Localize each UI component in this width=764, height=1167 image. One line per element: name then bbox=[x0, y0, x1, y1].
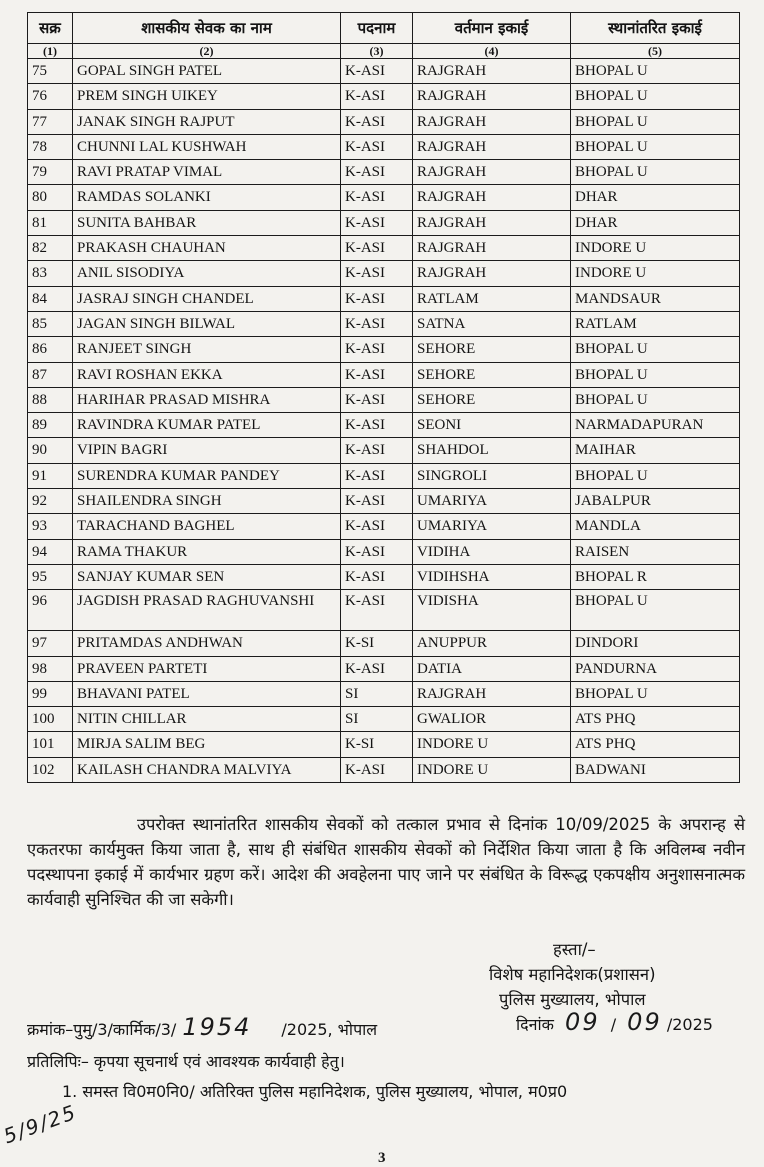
header-transferred-unit: स्थानांतरित इकाई bbox=[571, 13, 740, 44]
table-row bbox=[28, 539, 740, 564]
name-cell: RAVI ROSHAN EKKA bbox=[73, 362, 341, 387]
header-designation: पदनाम bbox=[341, 13, 413, 44]
name-cell: PRAVEEN PARTETI bbox=[73, 656, 341, 681]
designation-cell: K-ASI bbox=[341, 514, 413, 539]
table-row bbox=[28, 160, 740, 185]
serial-cell: 88 bbox=[28, 387, 73, 412]
transfer-table bbox=[27, 12, 740, 783]
serial-cell: 78 bbox=[28, 134, 73, 159]
serial-cell: 102 bbox=[28, 757, 73, 782]
name-cell: JAGDISH PRASAD RAGHUVANSHI bbox=[73, 590, 341, 631]
serial-cell: 101 bbox=[28, 732, 73, 757]
col-number: (2) bbox=[73, 44, 341, 59]
table-row bbox=[28, 236, 740, 261]
designation-cell: K-SI bbox=[341, 732, 413, 757]
transferred-unit-cell: ATS PHQ bbox=[571, 707, 740, 732]
signatory-designation: विशेष महानिदेशक(प्रशासन) bbox=[489, 965, 656, 984]
serial-cell: 82 bbox=[28, 236, 73, 261]
table-row bbox=[28, 362, 740, 387]
header-current-unit: वर्तमान इकाई bbox=[413, 13, 571, 44]
transferred-unit-cell: BADWANI bbox=[571, 757, 740, 782]
designation-cell: K-ASI bbox=[341, 463, 413, 488]
current-unit-cell: RAJGRAH bbox=[413, 236, 571, 261]
table-row bbox=[28, 463, 740, 488]
name-cell: JANAK SINGH RAJPUT bbox=[73, 109, 341, 134]
current-unit-cell: GWALIOR bbox=[413, 707, 571, 732]
col-number: (5) bbox=[571, 44, 740, 59]
signature-mark: हस्ता/– bbox=[553, 940, 596, 959]
serial-cell: 83 bbox=[28, 261, 73, 286]
transferred-unit-cell: NARMADAPURAN bbox=[571, 413, 740, 438]
transferred-unit-cell: BHOPAL R bbox=[571, 564, 740, 589]
table-row bbox=[28, 656, 740, 681]
current-unit-cell: SEHORE bbox=[413, 362, 571, 387]
current-unit-cell: SEHORE bbox=[413, 337, 571, 362]
column-number-row bbox=[28, 44, 740, 59]
current-unit-cell: SEONI bbox=[413, 413, 571, 438]
name-cell: PRITAMDAS ANDHWAN bbox=[73, 631, 341, 656]
name-cell: JAGAN SINGH BILWAL bbox=[73, 311, 341, 336]
serial-cell: 77 bbox=[28, 109, 73, 134]
serial-cell: 95 bbox=[28, 564, 73, 589]
serial-cell: 86 bbox=[28, 337, 73, 362]
designation-cell: K-ASI bbox=[341, 236, 413, 261]
transferred-unit-cell: DINDORI bbox=[571, 631, 740, 656]
order-paragraph-text: उपरोक्त स्थानांतरित शासकीय सेवकों को तत्काल प्रभाव से दिनांक 10/09/2025 के अपरान्ह से एकतरफा कार्यमुक्त किया जाता है, साथ ही संबंधित शासकीय सेवकों को निर्देशित किया जाता है कि अविलम्ब नवीन पदस्थापना इकाई में कार्यभार ग्रहण करें। आदेश की अवहेलना पाए जाने पर संबंधित के विरूद्ध एकपक्षीय अनुशासनात्मक कार्यवाही सुनिश्चित की जा सकेगी। bbox=[27, 815, 745, 909]
margin-handwritten-note: 5/9/25 bbox=[0, 1099, 81, 1149]
transferred-unit-cell: BHOPAL U bbox=[571, 160, 740, 185]
transferred-unit-cell: INDORE U bbox=[571, 236, 740, 261]
table-row bbox=[28, 286, 740, 311]
transferred-unit-cell: PANDURNA bbox=[571, 656, 740, 681]
designation-cell: K-ASI bbox=[341, 261, 413, 286]
transferred-unit-cell: MAIHAR bbox=[571, 438, 740, 463]
designation-cell: K-ASI bbox=[341, 210, 413, 235]
order-date: दिनांक 09 / 09 /2025 bbox=[516, 1008, 713, 1036]
designation-cell: K-ASI bbox=[341, 286, 413, 311]
page-number: 3 bbox=[378, 1150, 386, 1166]
transferred-unit-cell: BHOPAL U bbox=[571, 463, 740, 488]
table-row bbox=[28, 514, 740, 539]
date-year: /2025 bbox=[666, 1015, 713, 1034]
table-row bbox=[28, 185, 740, 210]
table-row bbox=[28, 564, 740, 589]
signatory-office: पुलिस मुख्यालय, भोपाल bbox=[499, 990, 646, 1009]
current-unit-cell: UMARIYA bbox=[413, 489, 571, 514]
table-row bbox=[28, 311, 740, 336]
name-cell: SHAILENDRA SINGH bbox=[73, 489, 341, 514]
name-cell: SUNITA BAHBAR bbox=[73, 210, 341, 235]
current-unit-cell: RAJGRAH bbox=[413, 109, 571, 134]
serial-cell: 79 bbox=[28, 160, 73, 185]
serial-cell: 90 bbox=[28, 438, 73, 463]
table-row bbox=[28, 757, 740, 782]
transferred-unit-cell: BHOPAL U bbox=[571, 134, 740, 159]
transferred-unit-cell: BHOPAL U bbox=[571, 59, 740, 84]
col-number: (3) bbox=[341, 44, 413, 59]
table-row bbox=[28, 681, 740, 706]
table-row bbox=[28, 210, 740, 235]
name-cell: NITIN CHILLAR bbox=[73, 707, 341, 732]
designation-cell: K-ASI bbox=[341, 160, 413, 185]
designation-cell: K-ASI bbox=[341, 337, 413, 362]
table-row bbox=[28, 84, 740, 109]
current-unit-cell: INDORE U bbox=[413, 732, 571, 757]
designation-cell: K-ASI bbox=[341, 84, 413, 109]
current-unit-cell: RAJGRAH bbox=[413, 160, 571, 185]
current-unit-cell: INDORE U bbox=[413, 757, 571, 782]
name-cell: KAILASH CHANDRA MALVIYA bbox=[73, 757, 341, 782]
table-row bbox=[28, 413, 740, 438]
designation-cell: K-ASI bbox=[341, 185, 413, 210]
transferred-unit-cell: BHOPAL U bbox=[571, 387, 740, 412]
designation-cell: K-ASI bbox=[341, 438, 413, 463]
current-unit-cell: RAJGRAH bbox=[413, 134, 571, 159]
transferred-unit-cell: DHAR bbox=[571, 210, 740, 235]
table-row bbox=[28, 134, 740, 159]
name-cell: VIPIN BAGRI bbox=[73, 438, 341, 463]
table-row bbox=[28, 59, 740, 84]
designation-cell: SI bbox=[341, 681, 413, 706]
serial-cell: 96 bbox=[28, 590, 73, 631]
current-unit-cell: RAJGRAH bbox=[413, 185, 571, 210]
order-ref-prefix: क्रमांक–पुमु/3/कार्मिक/3/ bbox=[27, 1020, 177, 1039]
current-unit-cell: VIDIHA bbox=[413, 539, 571, 564]
transferred-unit-cell: BHOPAL U bbox=[571, 337, 740, 362]
serial-cell: 99 bbox=[28, 681, 73, 706]
name-cell: RAMDAS SOLANKI bbox=[73, 185, 341, 210]
name-cell: GOPAL SINGH PATEL bbox=[73, 59, 341, 84]
designation-cell: K-ASI bbox=[341, 656, 413, 681]
name-cell: PREM SINGH UIKEY bbox=[73, 84, 341, 109]
table-row bbox=[28, 732, 740, 757]
name-cell: SANJAY KUMAR SEN bbox=[73, 564, 341, 589]
transferred-unit-cell: BHOPAL U bbox=[571, 681, 740, 706]
name-cell: ANIL SISODIYA bbox=[73, 261, 341, 286]
transferred-unit-cell: RATLAM bbox=[571, 311, 740, 336]
name-cell: BHAVANI PATEL bbox=[73, 681, 341, 706]
serial-cell: 75 bbox=[28, 59, 73, 84]
designation-cell: K-ASI bbox=[341, 413, 413, 438]
current-unit-cell: RATLAM bbox=[413, 286, 571, 311]
table-row bbox=[28, 707, 740, 732]
name-cell: HARIHAR PRASAD MISHRA bbox=[73, 387, 341, 412]
designation-cell: K-ASI bbox=[341, 564, 413, 589]
current-unit-cell: RAJGRAH bbox=[413, 84, 571, 109]
current-unit-cell: VIDISHA bbox=[413, 590, 571, 631]
serial-cell: 76 bbox=[28, 84, 73, 109]
transferred-unit-cell: BHOPAL U bbox=[571, 362, 740, 387]
order-number: 1954 bbox=[182, 1013, 252, 1041]
current-unit-cell: SATNA bbox=[413, 311, 571, 336]
transferred-unit-cell: BHOPAL U bbox=[571, 109, 740, 134]
serial-cell: 87 bbox=[28, 362, 73, 387]
serial-cell: 89 bbox=[28, 413, 73, 438]
serial-cell: 92 bbox=[28, 489, 73, 514]
designation-cell: K-ASI bbox=[341, 757, 413, 782]
table-row bbox=[28, 489, 740, 514]
transferred-unit-cell: BHOPAL U bbox=[571, 84, 740, 109]
designation-cell: K-ASI bbox=[341, 59, 413, 84]
transferred-unit-cell: RAISEN bbox=[571, 539, 740, 564]
transferred-unit-cell: DHAR bbox=[571, 185, 740, 210]
current-unit-cell: UMARIYA bbox=[413, 514, 571, 539]
serial-cell: 100 bbox=[28, 707, 73, 732]
serial-cell: 85 bbox=[28, 311, 73, 336]
name-cell: RANJEET SINGH bbox=[73, 337, 341, 362]
name-cell: TARACHAND BAGHEL bbox=[73, 514, 341, 539]
serial-cell: 93 bbox=[28, 514, 73, 539]
transferred-unit-cell: JABALPUR bbox=[571, 489, 740, 514]
col-number: (1) bbox=[28, 44, 73, 59]
designation-cell: K-SI bbox=[341, 631, 413, 656]
serial-cell: 91 bbox=[28, 463, 73, 488]
transferred-unit-cell: BHOPAL U bbox=[571, 590, 740, 631]
table-row bbox=[28, 109, 740, 134]
order-ref-suffix: /2025, भोपाल bbox=[281, 1020, 378, 1039]
serial-cell: 97 bbox=[28, 631, 73, 656]
designation-cell: K-ASI bbox=[341, 387, 413, 412]
current-unit-cell: SHAHDOL bbox=[413, 438, 571, 463]
transferred-unit-cell: ATS PHQ bbox=[571, 732, 740, 757]
current-unit-cell: RAJGRAH bbox=[413, 210, 571, 235]
date-label: दिनांक bbox=[516, 1015, 554, 1034]
designation-cell: K-ASI bbox=[341, 362, 413, 387]
current-unit-cell: RAJGRAH bbox=[413, 59, 571, 84]
name-cell: MIRJA SALIM BEG bbox=[73, 732, 341, 757]
current-unit-cell: RAJGRAH bbox=[413, 261, 571, 286]
table-row bbox=[28, 387, 740, 412]
current-unit-cell: DATIA bbox=[413, 656, 571, 681]
current-unit-cell: ANUPPUR bbox=[413, 631, 571, 656]
transferred-unit-cell: INDORE U bbox=[571, 261, 740, 286]
name-cell: RAVI PRATAP VIMAL bbox=[73, 160, 341, 185]
serial-cell: 81 bbox=[28, 210, 73, 235]
current-unit-cell: VIDIHSHA bbox=[413, 564, 571, 589]
header-serial: सक्र bbox=[28, 13, 73, 44]
table-row bbox=[28, 261, 740, 286]
name-cell: RAVINDRA KUMAR PATEL bbox=[73, 413, 341, 438]
designation-cell: K-ASI bbox=[341, 539, 413, 564]
order-paragraph bbox=[27, 812, 745, 912]
table-header-row bbox=[28, 13, 740, 44]
table-row bbox=[28, 438, 740, 463]
serial-cell: 94 bbox=[28, 539, 73, 564]
transferred-unit-cell: MANDSAUR bbox=[571, 286, 740, 311]
copy-line: प्रतिलिपिः– कृपया सूचनार्थ एवं आवश्यक कार्यवाही हेतु। bbox=[27, 1052, 345, 1071]
date-month: 09 bbox=[627, 1008, 662, 1036]
col-number: (4) bbox=[413, 44, 571, 59]
designation-cell: K-ASI bbox=[341, 109, 413, 134]
designation-cell: K-ASI bbox=[341, 134, 413, 159]
transferred-unit-cell: MANDLA bbox=[571, 514, 740, 539]
name-cell: PRAKASH CHAUHAN bbox=[73, 236, 341, 261]
name-cell: RAMA THAKUR bbox=[73, 539, 341, 564]
name-cell: SURENDRA KUMAR PANDEY bbox=[73, 463, 341, 488]
designation-cell: K-ASI bbox=[341, 489, 413, 514]
serial-cell: 84 bbox=[28, 286, 73, 311]
table-body bbox=[28, 59, 740, 783]
table-row bbox=[28, 590, 740, 631]
designation-cell: SI bbox=[341, 707, 413, 732]
designation-cell: K-ASI bbox=[341, 311, 413, 336]
date-day: 09 bbox=[565, 1008, 600, 1036]
table-row bbox=[28, 337, 740, 362]
current-unit-cell: SEHORE bbox=[413, 387, 571, 412]
serial-cell: 80 bbox=[28, 185, 73, 210]
current-unit-cell: SINGROLI bbox=[413, 463, 571, 488]
current-unit-cell: RAJGRAH bbox=[413, 681, 571, 706]
header-name: शासकीय सेवक का नाम bbox=[73, 13, 341, 44]
designation-cell: K-ASI bbox=[341, 590, 413, 631]
order-reference bbox=[27, 1013, 377, 1041]
table-row bbox=[28, 631, 740, 656]
name-cell: JASRAJ SINGH CHANDEL bbox=[73, 286, 341, 311]
name-cell: CHUNNI LAL KUSHWAH bbox=[73, 134, 341, 159]
copy-item: 1. समस्त वि0म0नि0/ अतिरिक्त पुलिस महानिदेशक, पुलिस मुख्यालय, भोपाल, म0प्र0 bbox=[62, 1082, 568, 1101]
serial-cell: 98 bbox=[28, 656, 73, 681]
